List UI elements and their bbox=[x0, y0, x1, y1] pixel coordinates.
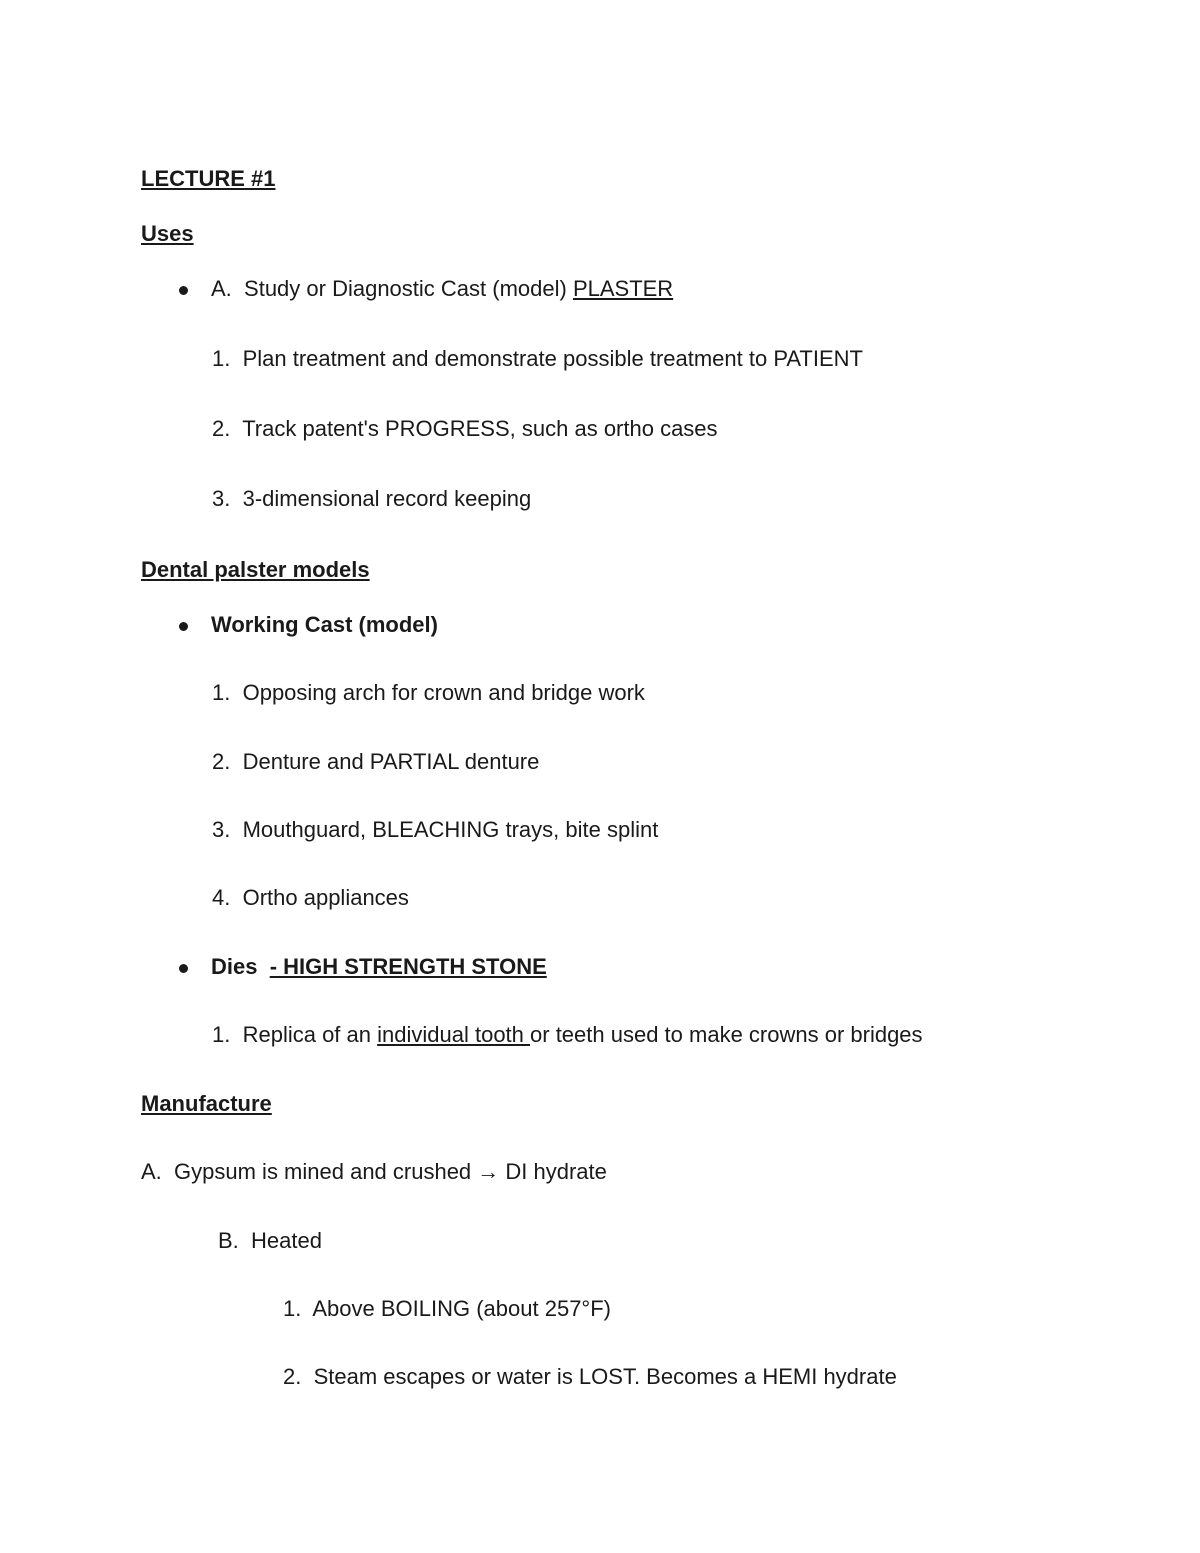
list-number: 3. bbox=[212, 486, 231, 511]
lecture-title: LECTURE #1 bbox=[141, 166, 276, 191]
step-label: B. bbox=[218, 1228, 239, 1253]
list-text-post: or teeth used to make crowns or bridges bbox=[530, 1022, 923, 1047]
list-item bbox=[212, 486, 531, 512]
list-number: 1. bbox=[212, 680, 231, 705]
plaster-emphasis: PLASTER bbox=[572, 276, 674, 301]
list-text: Ortho appliances bbox=[242, 885, 409, 910]
dies-label: Dies bbox=[211, 954, 258, 979]
bullet-dot-icon bbox=[179, 622, 188, 631]
list-item bbox=[283, 1296, 611, 1322]
list-item bbox=[212, 1022, 923, 1048]
high-strength-emphasis: - HIGH STRENGTH STONE bbox=[269, 954, 547, 979]
bullet-a-label: A. bbox=[211, 276, 232, 301]
list-number: 2. bbox=[283, 1364, 302, 1389]
list-item bbox=[283, 1364, 897, 1390]
list-text: Track patent's PROGRESS, such as ortho cases bbox=[242, 416, 718, 441]
list-text: Above BOILING (about 257°F) bbox=[312, 1296, 611, 1321]
dies-line bbox=[211, 954, 547, 980]
list-text-pre: Replica of an bbox=[242, 1022, 378, 1047]
list-item bbox=[212, 817, 658, 843]
list-text: 3-dimensional record keeping bbox=[242, 486, 532, 511]
list-text: Opposing arch for crown and bridge work bbox=[242, 680, 645, 705]
working-cast-label: Working Cast (model) bbox=[211, 612, 438, 637]
list-item bbox=[212, 416, 718, 442]
list-number: 1. bbox=[212, 346, 231, 371]
list-item bbox=[212, 885, 409, 911]
list-text: Denture and PARTIAL denture bbox=[242, 749, 540, 774]
list-text: Steam escapes or water is LOST. Becomes a HEMI hydrate bbox=[313, 1364, 897, 1389]
bullet-dot-icon bbox=[179, 964, 188, 973]
list-number: 4. bbox=[212, 885, 231, 910]
manufacture-step-a bbox=[141, 1159, 607, 1185]
manufacture-heading: Manufacture bbox=[141, 1091, 272, 1116]
list-text: Plan treatment and demonstrate possible treatment to PATIENT bbox=[242, 346, 863, 371]
step-label: A. bbox=[141, 1159, 162, 1184]
uses-bullet-a bbox=[211, 276, 673, 302]
list-number: 2. bbox=[212, 749, 231, 774]
step-text: Heated bbox=[251, 1228, 322, 1253]
step-text: Gypsum is mined and crushed → DI hydrate bbox=[174, 1159, 607, 1184]
individual-tooth-emphasis: individual tooth bbox=[377, 1022, 531, 1047]
list-number: 3. bbox=[212, 817, 231, 842]
bullet-a-text: Study or Diagnostic Cast (model) bbox=[244, 276, 573, 301]
models-heading: Dental palster models bbox=[141, 557, 370, 582]
bullet-dot-icon bbox=[179, 286, 188, 295]
list-number: 1. bbox=[283, 1296, 302, 1321]
list-item bbox=[212, 346, 863, 372]
list-item bbox=[212, 680, 645, 706]
uses-heading: Uses bbox=[141, 221, 194, 246]
list-number: 1. bbox=[212, 1022, 231, 1047]
list-number: 2. bbox=[212, 416, 231, 441]
list-item bbox=[212, 749, 539, 775]
list-text: Mouthguard, BLEACHING trays, bite splint bbox=[242, 817, 659, 842]
manufacture-step-b bbox=[218, 1228, 322, 1254]
